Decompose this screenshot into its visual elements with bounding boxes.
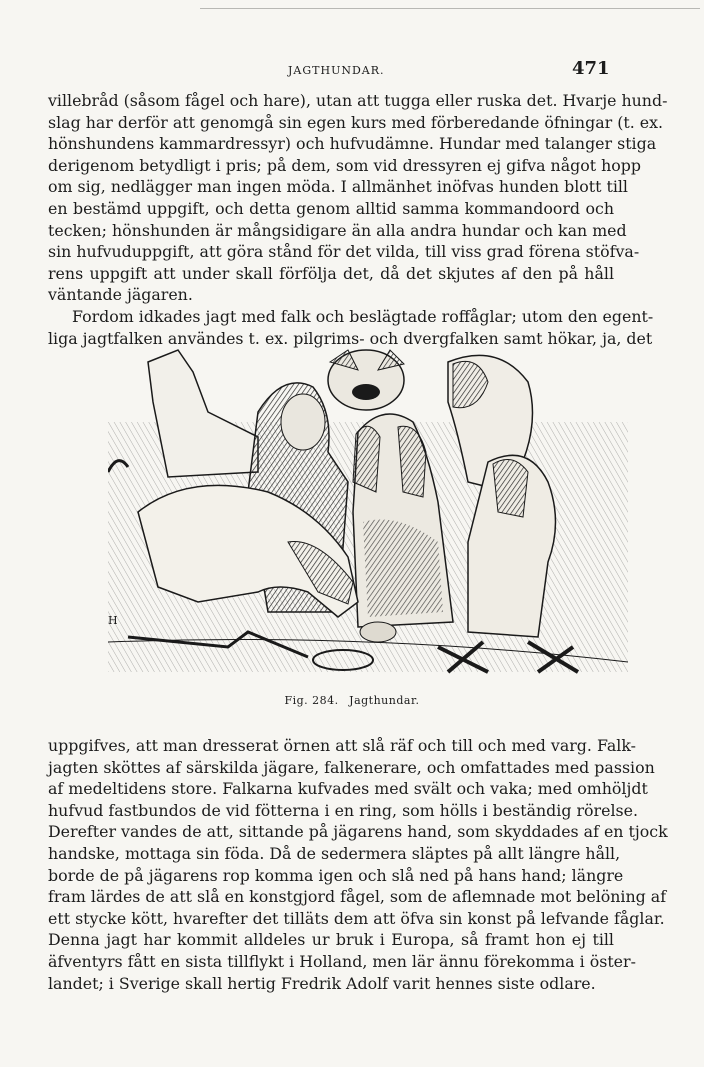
running-head: JAGTHUNDAR. (288, 64, 385, 77)
right-hound-head (493, 460, 528, 518)
text-line: liga jagtfalken användes t. ex. pilgrims- och dvergfalken samt hökar, ja, det (48, 328, 653, 348)
greyhound-figure (148, 350, 258, 477)
text-line: rens uppgift att under skall förfölja det, då det skjutes af den på håll (48, 263, 614, 283)
paragraph-1 (48, 90, 668, 349)
dogs-illustration (108, 342, 628, 688)
text-line: Derefter vandes de att, sittande på jägarens hand, som skyddades af en tjock (48, 822, 668, 842)
text-line: ett stycke kött, hvarefter det tilläts dem att öfva sin konst på lefvande fåglar. (48, 908, 665, 928)
text-line: äfventyrs fått en sista tillflykt i Holland, men lär ännu förekomma i öster- (48, 951, 636, 971)
text-line: väntande jägaren. (48, 285, 193, 305)
text-line: hönshundens kammardressyr) och hufvudämne. Hundar med talanger stiga (48, 134, 657, 154)
text-line: sin hufvuduppgift, att göra stånd för det vilda, till viss grad förena stöfva- (48, 242, 640, 262)
text-line: fram lärdes de att slå en konstgjord fågel, som de aflemnade mot belöning af (48, 887, 667, 907)
text-line: villebråd (såsom fågel och hare), utan att tugga eller ruska det. Hvarje hund- (48, 91, 668, 110)
text-line: jagten sköttes af särskilda jägare, falkenerare, och omfattades med passion (48, 757, 655, 777)
text-line: uppgifves, att man dresserat örnen att slå räf och till och med varg. Falk- (48, 736, 636, 755)
hound-face (281, 394, 325, 450)
page-number: 471 (572, 58, 610, 79)
text-line: om sig, nedlägger man ingen möda. I allmänhet inöfvas hunden blott till (48, 177, 628, 197)
paragraph-3 (48, 735, 668, 994)
cap-on-ground (360, 622, 396, 642)
text-line: borde de på jägarens rop komma igen och slå ned på hans hand; längre (48, 865, 624, 885)
text-line: derigenom betydligt i pris; på dem, som vid dressyren ej gifva något hopp (48, 155, 642, 175)
text-line: landet; i Sverige skall hertig Fredrik Adolf varit hennes siste odlare. (48, 973, 596, 993)
caption-text: Jagthundar. (349, 694, 420, 707)
text-line: hufvud fastbundos de vid fötterna i en ring, som hölls i beständig rörelse. (48, 800, 638, 820)
text-line: slag har derför att genomgå sin egen kurs med förberedande öfningar (t. ex. (48, 112, 664, 132)
figure-engraving-dogs (108, 342, 628, 688)
bulldog-muzzle (352, 384, 380, 400)
text-line: tecken; hönshunden är mångsidigare än alla andra hundar och kan med (48, 220, 627, 240)
caption-label: Fig. 284. (284, 694, 339, 707)
text-line: en bestämd uppgift, och detta genom alltid samma kommandoord och (48, 198, 614, 218)
top-edge-rule (200, 8, 700, 9)
text-line: Denna jagt har kommit alldeles ur bruk i Europa, så framt hon ej till (48, 930, 614, 950)
figure-caption (0, 694, 704, 707)
engraver-mark: H (108, 614, 118, 627)
text-line: handske, mottaga sin föda. Då de sedermera släptes på allt längre håll, (48, 843, 621, 863)
text-line: af medeltidens store. Falkarna kufvades med svält och vaka; med omhöljdt (48, 779, 648, 799)
text-line: Fordom idkades jagt med falk och beslägtade roffåglar; utom den egent- (72, 306, 654, 326)
